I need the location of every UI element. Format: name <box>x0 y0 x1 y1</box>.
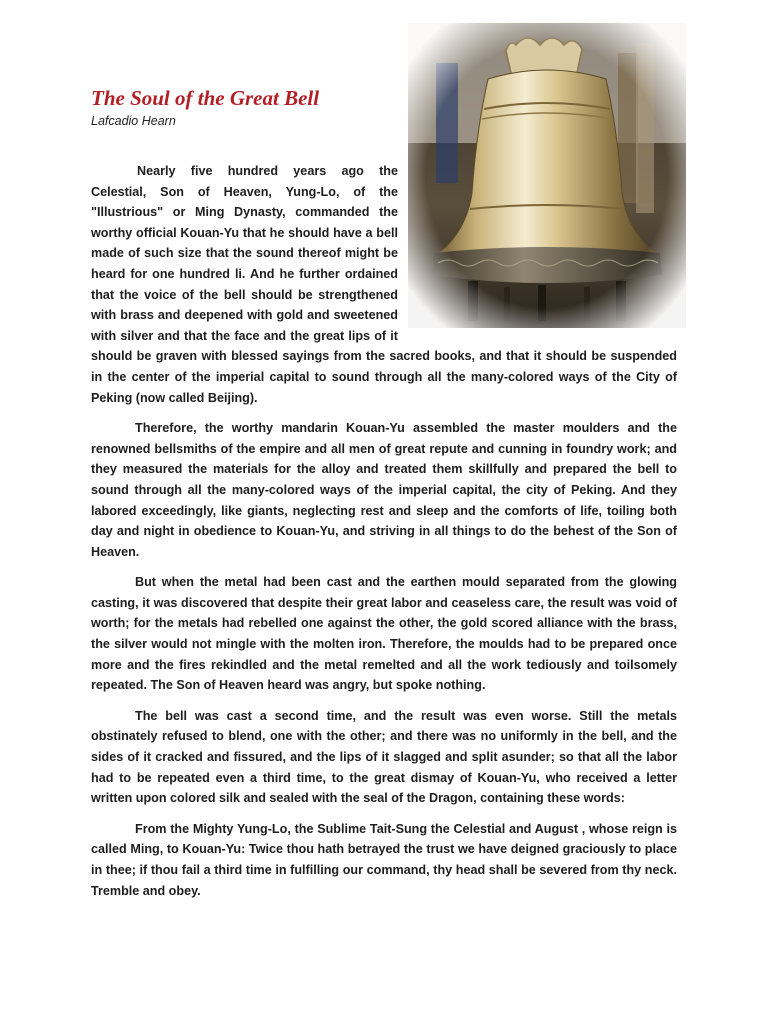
paragraph: Nearly five hundred years ago the Celestial, Son of Heaven, Yung-Lo, of the "Illustrious" or Ming Dynasty, commanded the worthy official Kouan-Yu that he should have a bell made of such size that the sound thereof might be heard for one hundred li. And he further ordained that the voice of the bell should be strengthened with brass and deepened with gold and sweetened with silver and that the face and the great lips of it should be graven with blessed sayings from the sacred books, and that it should be suspended in the center of the imperial capital to sound through all the many-colored ways of the City of Peking (now called Beijing). <box>91 164 677 405</box>
paragraph: Therefore, the worthy mandarin Kouan-Yu assembled the master moulders and the renowned bellsmiths of the empire and all men of great repute and cunning in foundry work; and they measured the materials for the alloy and treated them skillfully and prepared the bell to sound through all the many-colored ways of the imperial capital, the city of Peking. And they labored exceedingly, like giants, neglecting rest and sleep and the comforts of life, toiling both day and night in obedience to Kouan-Yu, and striving in all things to do the behest of the Son of Heaven. <box>91 421 677 559</box>
bell-photo <box>408 23 686 328</box>
document-title: The Soul of the Great Bell <box>91 86 320 110</box>
paragraph: The bell was cast a second time, and the result was even worse. Still the metals obstinately refused to blend, one with the other; and there was no uniformly in the bell, and the sides of it cracked and fissured, and the lips of it slagged and split asunder; so that all the labor had to be repeated even a third time, to the great dismay of Kouan-Yu, who received a letter written upon colored silk and sealed with the seal of the Dragon, containing these words: <box>91 708 677 806</box>
document-author: Lafcadio Hearn <box>91 114 176 128</box>
document-body <box>91 161 677 911</box>
paragraph: But when the metal had been cast and the earthen mould separated from the glowing casting, it was discovered that despite their great labor and ceaseless care, the result was void of worth; for the metals had rebelled one against the other, the gold scored alliance with the brass, the silver would not mingle with the molten iron. Therefore, the moulds had to be prepared once more and the fires rekindled and the metal remelted and all the work tediously and toilsomely repeated. The Son of Heaven heard was angry, but spoke nothing. <box>91 575 677 693</box>
paragraph: From the Mighty Yung-Lo, the Sublime Tait-Sung the Celestial and August , whose reign is called Ming, to Kouan-Yu: Twice thou hath betrayed the trust we have deigned graciously to place in thee; if thou fail a third time in fulfilling our command, thy head shall be severed from thy neck. Tremble and obey. <box>91 821 677 898</box>
